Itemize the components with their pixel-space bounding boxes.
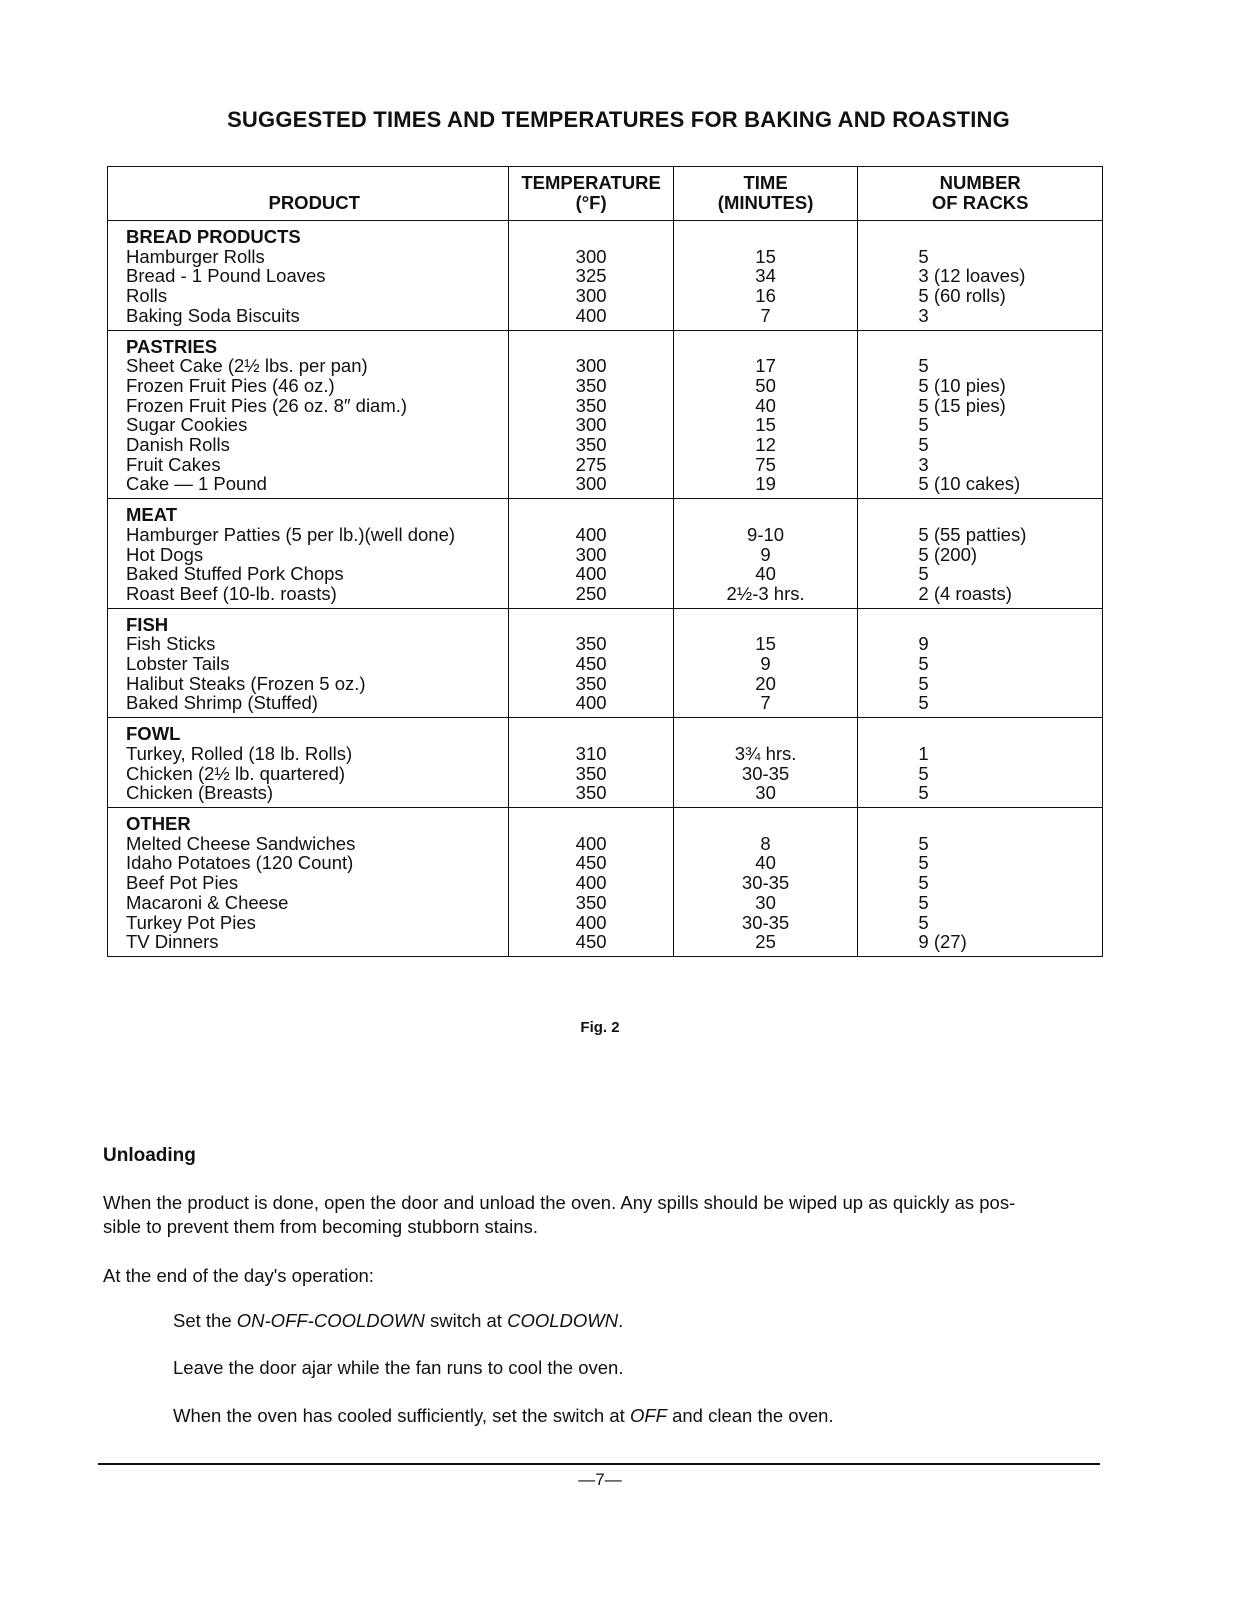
cell-product: Rolls — [126, 285, 168, 307]
temperature-cell — [509, 330, 673, 499]
cell-time: 7 — [760, 692, 771, 714]
cell-temp: 400 — [575, 692, 607, 714]
cell-product: Baking Soda Biscuits — [126, 304, 300, 326]
category-spacer — [918, 337, 1102, 357]
cell-time: 15 — [755, 633, 776, 655]
category-spacer — [509, 814, 672, 834]
cell-product: Idaho Potatoes (120 Count) — [126, 852, 354, 874]
racks-cell — [858, 221, 1103, 331]
cell-product: Cake — 1 Pound — [126, 473, 267, 495]
cell-racks: 5 — [918, 872, 929, 894]
cell-time: 50 — [755, 374, 776, 396]
time-cell — [673, 718, 858, 808]
cell-racks: 5 (10 cakes) — [918, 473, 1021, 495]
category-spacer — [674, 814, 858, 834]
cell-time: 9 — [760, 543, 771, 565]
table-section-fowl — [108, 718, 1103, 808]
cell-racks: 5 — [918, 911, 929, 933]
cell-temp: 400 — [575, 911, 607, 933]
table-section-other — [108, 807, 1103, 956]
header-racks: NUMBER OF RACKS — [858, 167, 1103, 221]
paragraph-1-line-1: When the product is done, open the door and unload the oven. Any spills should be wiped up as quickly as pos- — [103, 1192, 1016, 1213]
cell-product: Turkey Pot Pies — [126, 911, 256, 933]
cell-racks: 9 (27) — [918, 931, 967, 953]
paragraph-1-line-2: sible to prevent them from becoming stubborn stains. — [103, 1216, 538, 1237]
cell-temp: 450 — [575, 931, 607, 953]
cell-time: 40 — [755, 852, 776, 874]
cell-temp: 300 — [575, 285, 607, 307]
cell-temp: 300 — [575, 355, 607, 377]
cell-racks: 5 — [918, 434, 929, 456]
cell-product: Chicken (2½ lb. quartered) — [126, 762, 346, 784]
category-label: MEAT — [126, 504, 178, 526]
cell-racks: 5 (60 rolls) — [918, 285, 1006, 307]
category-spacer — [918, 814, 1102, 834]
header-temperature: TEMPERATURE (°F) — [509, 167, 673, 221]
category-label: PASTRIES — [126, 335, 218, 357]
category-spacer — [674, 724, 858, 744]
time-cell — [673, 221, 858, 331]
cell-product: Sugar Cookies — [126, 414, 248, 436]
cell-racks: 3 (12 loaves) — [918, 265, 1026, 287]
cell-time: 20 — [755, 672, 776, 694]
category-label: FOWL — [126, 723, 181, 745]
cell-time: 40 — [755, 563, 776, 585]
racks-cell — [858, 718, 1103, 808]
product-cell — [108, 499, 509, 609]
cell-product: Fish Sticks — [126, 633, 216, 655]
cell-time: 34 — [755, 265, 776, 287]
cell-racks: 5 — [918, 563, 929, 585]
cell-time: 25 — [755, 931, 776, 953]
racks-cell — [858, 499, 1103, 609]
cell-temp: 350 — [575, 672, 607, 694]
time-cell — [673, 807, 858, 956]
category-spacer — [674, 227, 858, 247]
cell-racks: 5 — [918, 245, 929, 267]
cell-temp: 400 — [575, 563, 607, 585]
cell-temp: 400 — [575, 304, 607, 326]
cell-time: 17 — [755, 355, 776, 377]
cell-temp: 350 — [575, 394, 607, 416]
cell-time: 9 — [760, 653, 771, 675]
cell-temp: 450 — [575, 653, 607, 675]
cell-temp: 350 — [575, 374, 607, 396]
cell-product: Beef Pot Pies — [126, 872, 239, 894]
cell-time: 19 — [755, 473, 776, 495]
cell-time: 30-35 — [741, 872, 790, 894]
cell-time: 40 — [755, 394, 776, 416]
cell-product: Chicken (Breasts) — [126, 782, 274, 804]
cell-time: 16 — [755, 285, 776, 307]
cell-racks: 2 (4 roasts) — [918, 582, 1012, 604]
cell-time: 15 — [755, 245, 776, 267]
temperature-cell — [509, 807, 673, 956]
cell-racks: 5 — [918, 852, 929, 874]
cell-product: Danish Rolls — [126, 434, 230, 456]
cell-racks: 5 — [918, 782, 929, 804]
cell-time: 30-35 — [741, 911, 790, 933]
racks-cell — [858, 608, 1103, 718]
cell-racks: 5 (55 patties) — [918, 523, 1027, 545]
cell-temp: 350 — [575, 633, 607, 655]
racks-cell — [858, 330, 1103, 499]
product-cell — [108, 608, 509, 718]
temperature-cell — [509, 718, 673, 808]
cell-product: Fruit Cakes — [126, 453, 221, 475]
cell-product: Roast Beef (10-lb. roasts) — [126, 582, 337, 604]
table-section-bread-products — [108, 221, 1103, 331]
cell-product: Macaroni & Cheese — [126, 891, 289, 913]
cell-racks: 5 (10 pies) — [918, 374, 1006, 396]
cell-racks: 5 — [918, 762, 929, 784]
paragraph-2: At the end of the day's operation: — [103, 1265, 374, 1286]
temperature-cell — [509, 608, 673, 718]
cell-temp: 275 — [575, 453, 607, 475]
cell-time: 3¾ hrs. — [734, 742, 797, 764]
header-product: PRODUCT — [108, 167, 509, 221]
cell-product: Bread - 1 Pound Loaves — [126, 265, 326, 287]
cell-racks: 9 — [918, 633, 929, 655]
racks-cell — [858, 807, 1103, 956]
baking-roasting-table — [107, 166, 1103, 957]
time-cell — [673, 499, 858, 609]
cell-temp: 350 — [575, 782, 607, 804]
category-label: FISH — [126, 613, 169, 635]
cell-racks: 5 — [918, 355, 929, 377]
category-spacer — [509, 337, 672, 357]
step-3: When the oven has cooled sufficiently, set the switch at OFF and clean the oven. — [173, 1405, 834, 1426]
cell-product: Melted Cheese Sandwiches — [126, 832, 356, 854]
cell-temp: 310 — [575, 742, 607, 764]
table-header-row — [108, 167, 1103, 221]
product-cell — [108, 807, 509, 956]
cell-temp: 300 — [575, 543, 607, 565]
time-cell — [673, 330, 858, 499]
step-2: Leave the door ajar while the fan runs to cool the oven. — [173, 1357, 624, 1378]
temperature-cell — [509, 221, 673, 331]
cell-product: Frozen Fruit Pies (46 oz.) — [126, 374, 335, 396]
table-section-fish — [108, 608, 1103, 718]
table-section-meat — [108, 499, 1103, 609]
cell-time: 30-35 — [741, 762, 790, 784]
category-spacer — [674, 505, 858, 525]
category-spacer — [674, 615, 858, 635]
cell-product: Hamburger Patties (5 per lb.)(well done) — [126, 523, 456, 545]
cell-product: Baked Stuffed Pork Chops — [126, 563, 344, 585]
cell-product: Turkey, Rolled (18 lb. Rolls) — [126, 742, 353, 764]
category-spacer — [918, 505, 1102, 525]
category-spacer — [509, 724, 672, 744]
cell-time: 12 — [755, 434, 776, 456]
cell-temp: 300 — [575, 245, 607, 267]
category-spacer — [918, 615, 1102, 635]
cell-product: TV Dinners — [126, 931, 219, 953]
cell-temp: 400 — [575, 523, 607, 545]
category-label: OTHER — [126, 812, 191, 834]
cell-racks: 5 (200) — [918, 543, 978, 565]
cell-temp: 325 — [575, 265, 607, 287]
category-spacer — [509, 505, 672, 525]
cell-temp: 350 — [575, 434, 607, 456]
cell-racks: 3 — [918, 304, 929, 326]
cell-product: Lobster Tails — [126, 653, 230, 675]
product-cell — [108, 221, 509, 331]
cell-temp: 450 — [575, 852, 607, 874]
category-label: BREAD PRODUCTS — [126, 226, 301, 247]
cell-time: 8 — [760, 832, 771, 854]
cell-time: 9-10 — [747, 523, 785, 545]
cell-product: Sheet Cake (2½ lbs. per pan) — [126, 355, 368, 377]
figure-caption: Fig. 2 — [580, 1019, 620, 1036]
cell-racks: 5 — [918, 414, 929, 436]
cell-temp: 400 — [575, 872, 607, 894]
cell-time: 30 — [755, 891, 776, 913]
header-time: TIME (MINUTES) — [673, 167, 858, 221]
cell-racks: 5 — [918, 672, 929, 694]
page-title: SUGGESTED TIMES AND TEMPERATURES FOR BAKING AND ROASTING — [227, 107, 1010, 132]
section-heading: Unloading — [103, 1145, 196, 1166]
footer-rule — [98, 1463, 1100, 1465]
cell-racks: 5 — [918, 832, 929, 854]
cell-product: Halibut Steaks (Frozen 5 oz.) — [126, 672, 366, 694]
cell-temp: 400 — [575, 832, 607, 854]
cell-temp: 300 — [575, 414, 607, 436]
product-cell — [108, 330, 509, 499]
time-cell — [673, 608, 858, 718]
table-section-pastries — [108, 330, 1103, 499]
cell-racks: 5 — [918, 653, 929, 675]
step-1: Set the ON-OFF-COOLDOWN switch at COOLDOWN. — [173, 1310, 624, 1331]
cell-product: Hamburger Rolls — [126, 245, 265, 267]
category-spacer — [509, 615, 672, 635]
category-spacer — [918, 724, 1102, 744]
cell-time: 30 — [755, 782, 776, 804]
cell-product: Frozen Fruit Pies (26 oz. 8″ diam.) — [126, 394, 408, 416]
cell-temp: 350 — [575, 762, 607, 784]
cell-time: 2½-3 hrs. — [726, 582, 805, 604]
cell-product: Hot Dogs — [126, 543, 204, 565]
cell-time: 15 — [755, 414, 776, 436]
category-spacer — [674, 337, 858, 357]
category-spacer — [509, 227, 672, 247]
page-number: —7— — [578, 1470, 622, 1489]
temperature-cell — [509, 499, 673, 609]
cell-racks: 5 — [918, 891, 929, 913]
cell-temp: 250 — [575, 582, 607, 604]
cell-product: Baked Shrimp (Stuffed) — [126, 692, 318, 714]
cell-temp: 350 — [575, 891, 607, 913]
product-cell — [108, 718, 509, 808]
cell-time: 7 — [760, 304, 771, 326]
cell-racks: 3 — [918, 453, 929, 475]
cell-time: 75 — [755, 453, 776, 475]
category-spacer — [918, 227, 1102, 247]
cell-racks: 5 (15 pies) — [918, 394, 1006, 416]
cell-temp: 300 — [575, 473, 607, 495]
table-body — [108, 221, 1103, 957]
cell-racks: 1 — [918, 742, 929, 764]
cell-racks: 5 — [918, 692, 929, 714]
